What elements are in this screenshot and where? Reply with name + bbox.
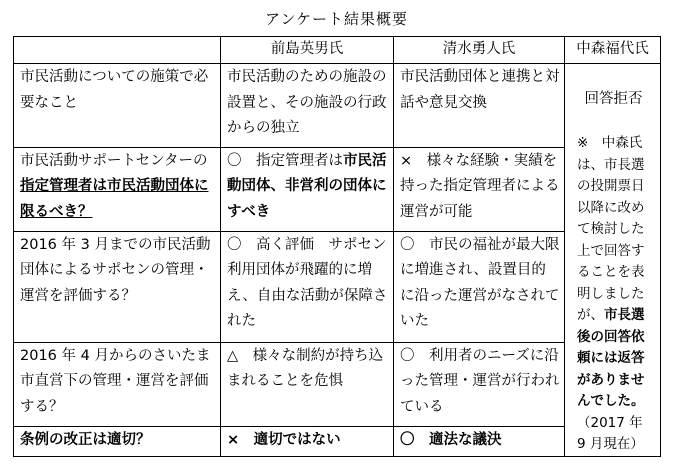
nakamori-refusal: 回答拒否 [584,91,643,107]
question-cell: 市民活動についての施策で必要なこと [14,64,221,148]
note-date: （2017 年 9 月現在） [577,414,644,452]
question-cell [14,147,221,231]
page-title: アンケート結果概要 [264,10,409,28]
nakamori-cell [565,64,661,457]
survey-results-table [13,36,661,457]
table-row [14,64,661,148]
shimizu-answer-cell: 〇 利用者のニーズに沿った管理・運営が行われている [394,342,565,426]
note-text: ※ 中森氏は、市長選の投開票日以降に改めて検討した上で回答することを表明しましたが、 [577,135,645,323]
table-row [14,147,661,231]
answer-bold-text: 市民活動団体、非営利の団体にすべき [227,152,387,220]
header-maejima: 前島英男氏 [221,37,394,64]
header-shimizu: 清水勇人氏 [394,37,565,64]
table-row [14,231,661,342]
question-bold-text: 指定管理者は市民活動団体に限るべき？ [20,178,209,220]
table-row [14,342,661,426]
header-nakamori: 中森福代氏 [565,37,661,64]
shimizu-answer-cell: 〇 適法な議決 [394,426,565,456]
note-bold-text: 市長選後の回答依頼には返答がありませんでした。 [577,307,645,409]
question-text: 市民活動サポートセンターの [20,152,208,169]
maejima-answer-cell: 市民活動のための施設の設置と、その施設の行政からの独立 [221,64,394,148]
shimizu-answer-cell: × 様々な経験・実績を持った指定管理者による運営が可能 [394,147,565,231]
nakamori-note [577,133,652,456]
maejima-answer-cell: △ 様々な制約が持ち込まれることを危惧 [221,342,394,426]
shimizu-answer-cell: 市民活動団体と連携と対話や意見交換 [394,64,565,148]
question-cell: 2016 年 4 月からのさいたま市直営下の管理・運営を評価する？ [14,342,221,426]
maejima-answer-cell [221,147,394,231]
maejima-answer-cell: × 適切ではない [221,426,394,456]
shimizu-answer-cell: 〇 市民の福祉が最大限に増進され、設置目的に沿った運営がなされていた [394,231,565,342]
answer-text: 〇 指定管理者は [227,152,343,169]
table-row [14,426,661,456]
header-row [14,37,661,64]
question-cell: 2016 年 3 月までの市民活動団体によるサポセンの管理・運営を評価する？ [14,231,221,342]
maejima-answer-cell: 〇 高く評価 サポセン利用団体が飛躍的に増え、自由な活動が保障された [221,231,394,342]
header-question [14,37,221,64]
question-cell: 条例の改正は適切？ [14,426,221,456]
